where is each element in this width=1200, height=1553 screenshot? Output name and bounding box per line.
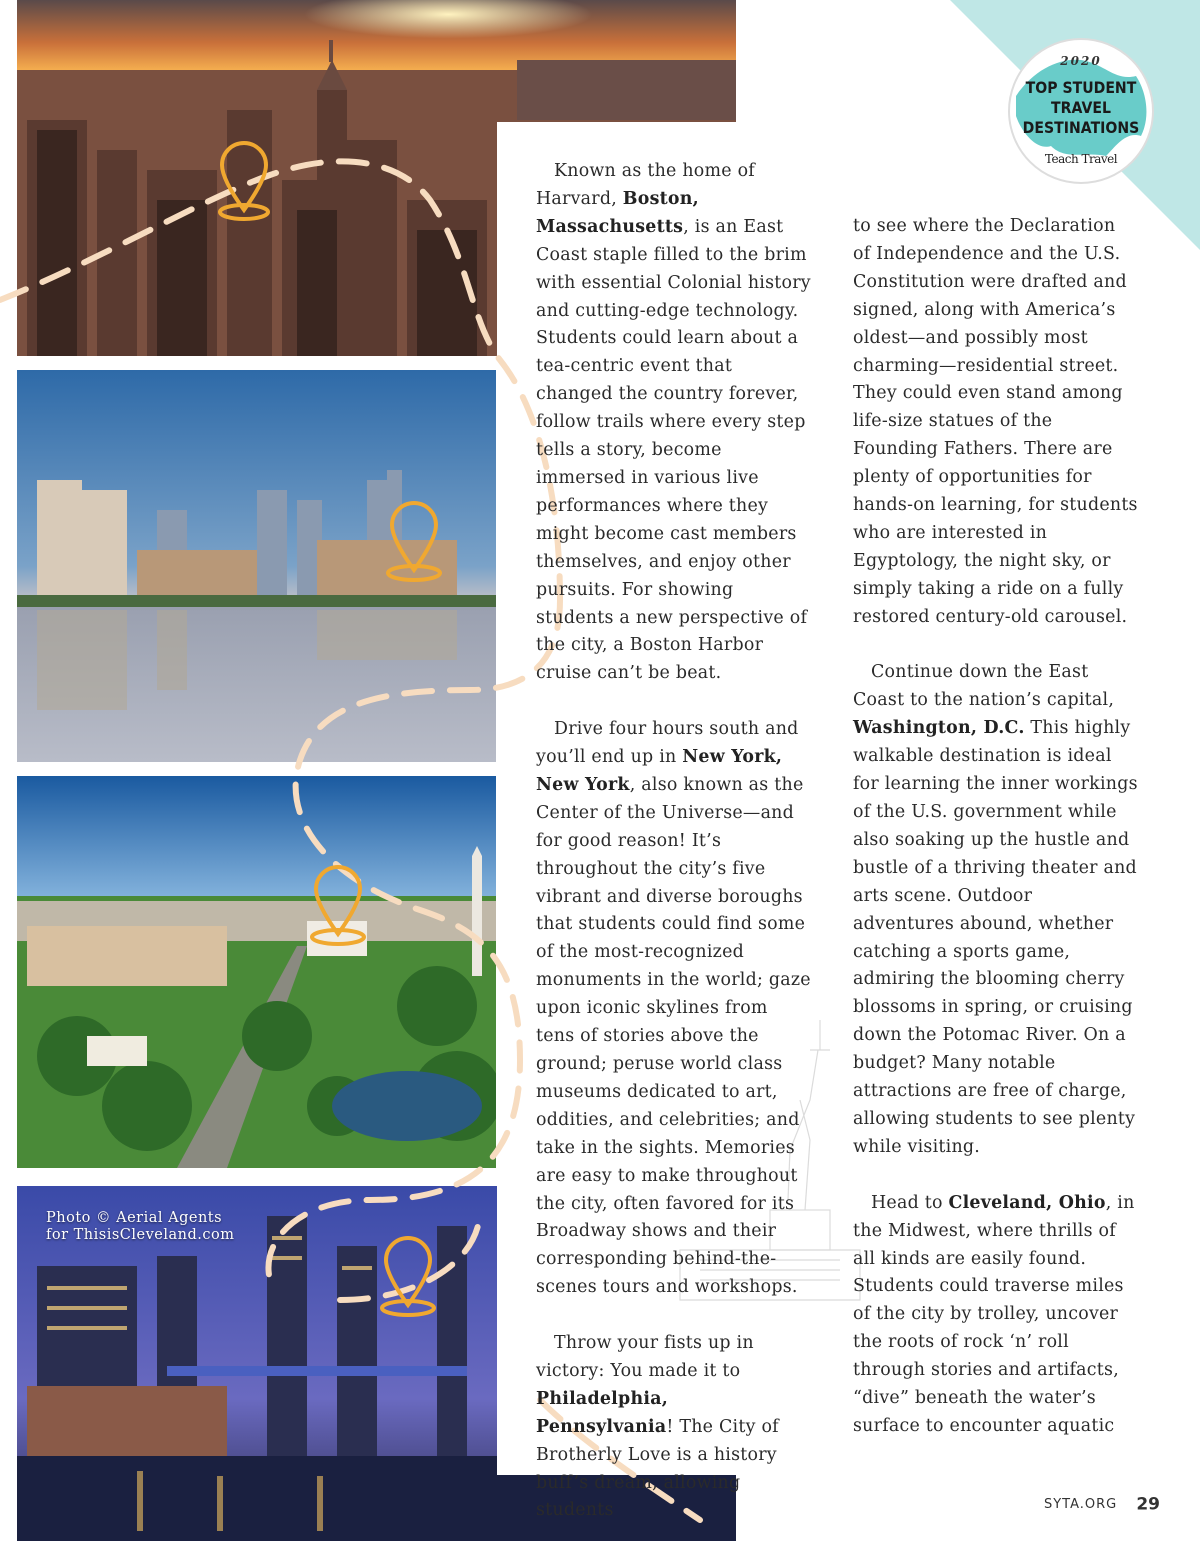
photo-credit-line2: for ThisisCleveland.com <box>46 1227 235 1243</box>
place-boston: Boston, Massachusetts <box>536 188 699 237</box>
paragraph-philadelphia <box>536 1330 811 1525</box>
paragraph-philadelphia-cont <box>853 213 1138 632</box>
top-destinations-badge <box>1006 36 1156 186</box>
text-span: Known as the home of Harvard, <box>536 161 755 209</box>
photo-philadelphia-skyline <box>17 370 496 762</box>
article-column-1 <box>536 158 811 1553</box>
page-footer <box>1044 1494 1160 1515</box>
badge-brand: Teach Travel <box>1044 152 1118 166</box>
place-cleveland: Cleveland, Ohio <box>948 1192 1106 1213</box>
page-number: 29 <box>1136 1494 1160 1515</box>
paragraph-boston <box>536 158 811 688</box>
footer-site: SYTA.ORG <box>1043 1497 1118 1512</box>
paragraph-cleveland <box>853 1190 1138 1441</box>
text-span: to see where the Declaration of Independence and the U.S. Constitution were drafted and signed, along with America’s oldest—and possibly most charming—residential street. They could even stand among life-size statues of the Founding Fathers. There are plenty of opportunities for hands-on learning, for students who are interested in Egyptology, the night sky, or simply taking a ride on a fully restored century-old carousel. <box>853 216 1138 627</box>
place-new-york: New York, New York <box>536 747 783 795</box>
text-span: , in the Midwest, where thrills of all kinds are easily found. Students could traverse miles of the city by trolley, uncover the roots of rock ‘n’ roll through stories and artifacts, “dive” beneath the water’s surface to encounter aquatic <box>853 1192 1135 1436</box>
paragraph-new-york <box>536 716 811 1302</box>
photo-washington-dc-aerial <box>17 776 496 1168</box>
place-philadelphia: Philadelphia, Pennsylvania <box>536 1388 669 1437</box>
photo-credit-line1: Photo © Aerial Agents <box>46 1210 223 1226</box>
badge-line1: TOP STUDENT <box>1025 78 1137 97</box>
text-span: , is an East Coast staple filled to the brim with essential Colonial history and cutting-edge technology. Students could learn about a tea-centric event that changed the country forever, follow trails where every step tells a story, become immersed in various live performances where they might become cast members themselves, and enjoy other pursuits. For showing students a new perspective of the city, a Boston Harbor cruise can’t be beat. <box>536 216 811 684</box>
text-span: This highly walkable destination is ideal for learning the inner workings of the U.S. government while also soaking up the hustle and bustle of a thriving theater and arts scene. Outdoor adventures abound, whether catching a sports game, admiring the blooming cherry blossoms in spring, or cruising down the Potomac River. On a budget? Many notable attractions are free of charge, allowing students to see plenty while visiting. <box>853 718 1138 1157</box>
text-span: Head to <box>871 1192 949 1213</box>
badge-line2: TRAVEL <box>1051 98 1111 117</box>
text-span: ! The City of Brotherly Love is a history buff’s dream, allowing students <box>536 1416 779 1521</box>
place-washington: Washington, D.C. <box>853 718 1025 739</box>
badge-year: 2020 <box>1060 54 1102 68</box>
text-span: Drive four hours south and you’ll end up in <box>536 719 799 768</box>
photo-credit <box>46 1210 235 1244</box>
text-span: , also known as the Center of the Universe—and for good reason! It’s throughout the city’s five vibrant and diverse boroughs that students could find some of the most-recognized monuments in the world; gaze upon iconic skylines from tens of stories above the ground; peruse world class museums dedicated to art, oddities, and celebrities; and take in the sights. Memories are easy to make throughout the city, often favored for its Broadway shows and their corresponding behind-the-scenes tours and workshops. <box>536 774 811 1298</box>
text-span: Throw your fists up in victory: You made it to <box>536 1333 754 1381</box>
article-column-2 <box>853 213 1138 1469</box>
badge-line3: DESTINATIONS <box>1022 118 1140 137</box>
paragraph-washington <box>853 659 1138 1161</box>
text-span: Continue down the East Coast to the nation’s capital, <box>853 662 1115 711</box>
